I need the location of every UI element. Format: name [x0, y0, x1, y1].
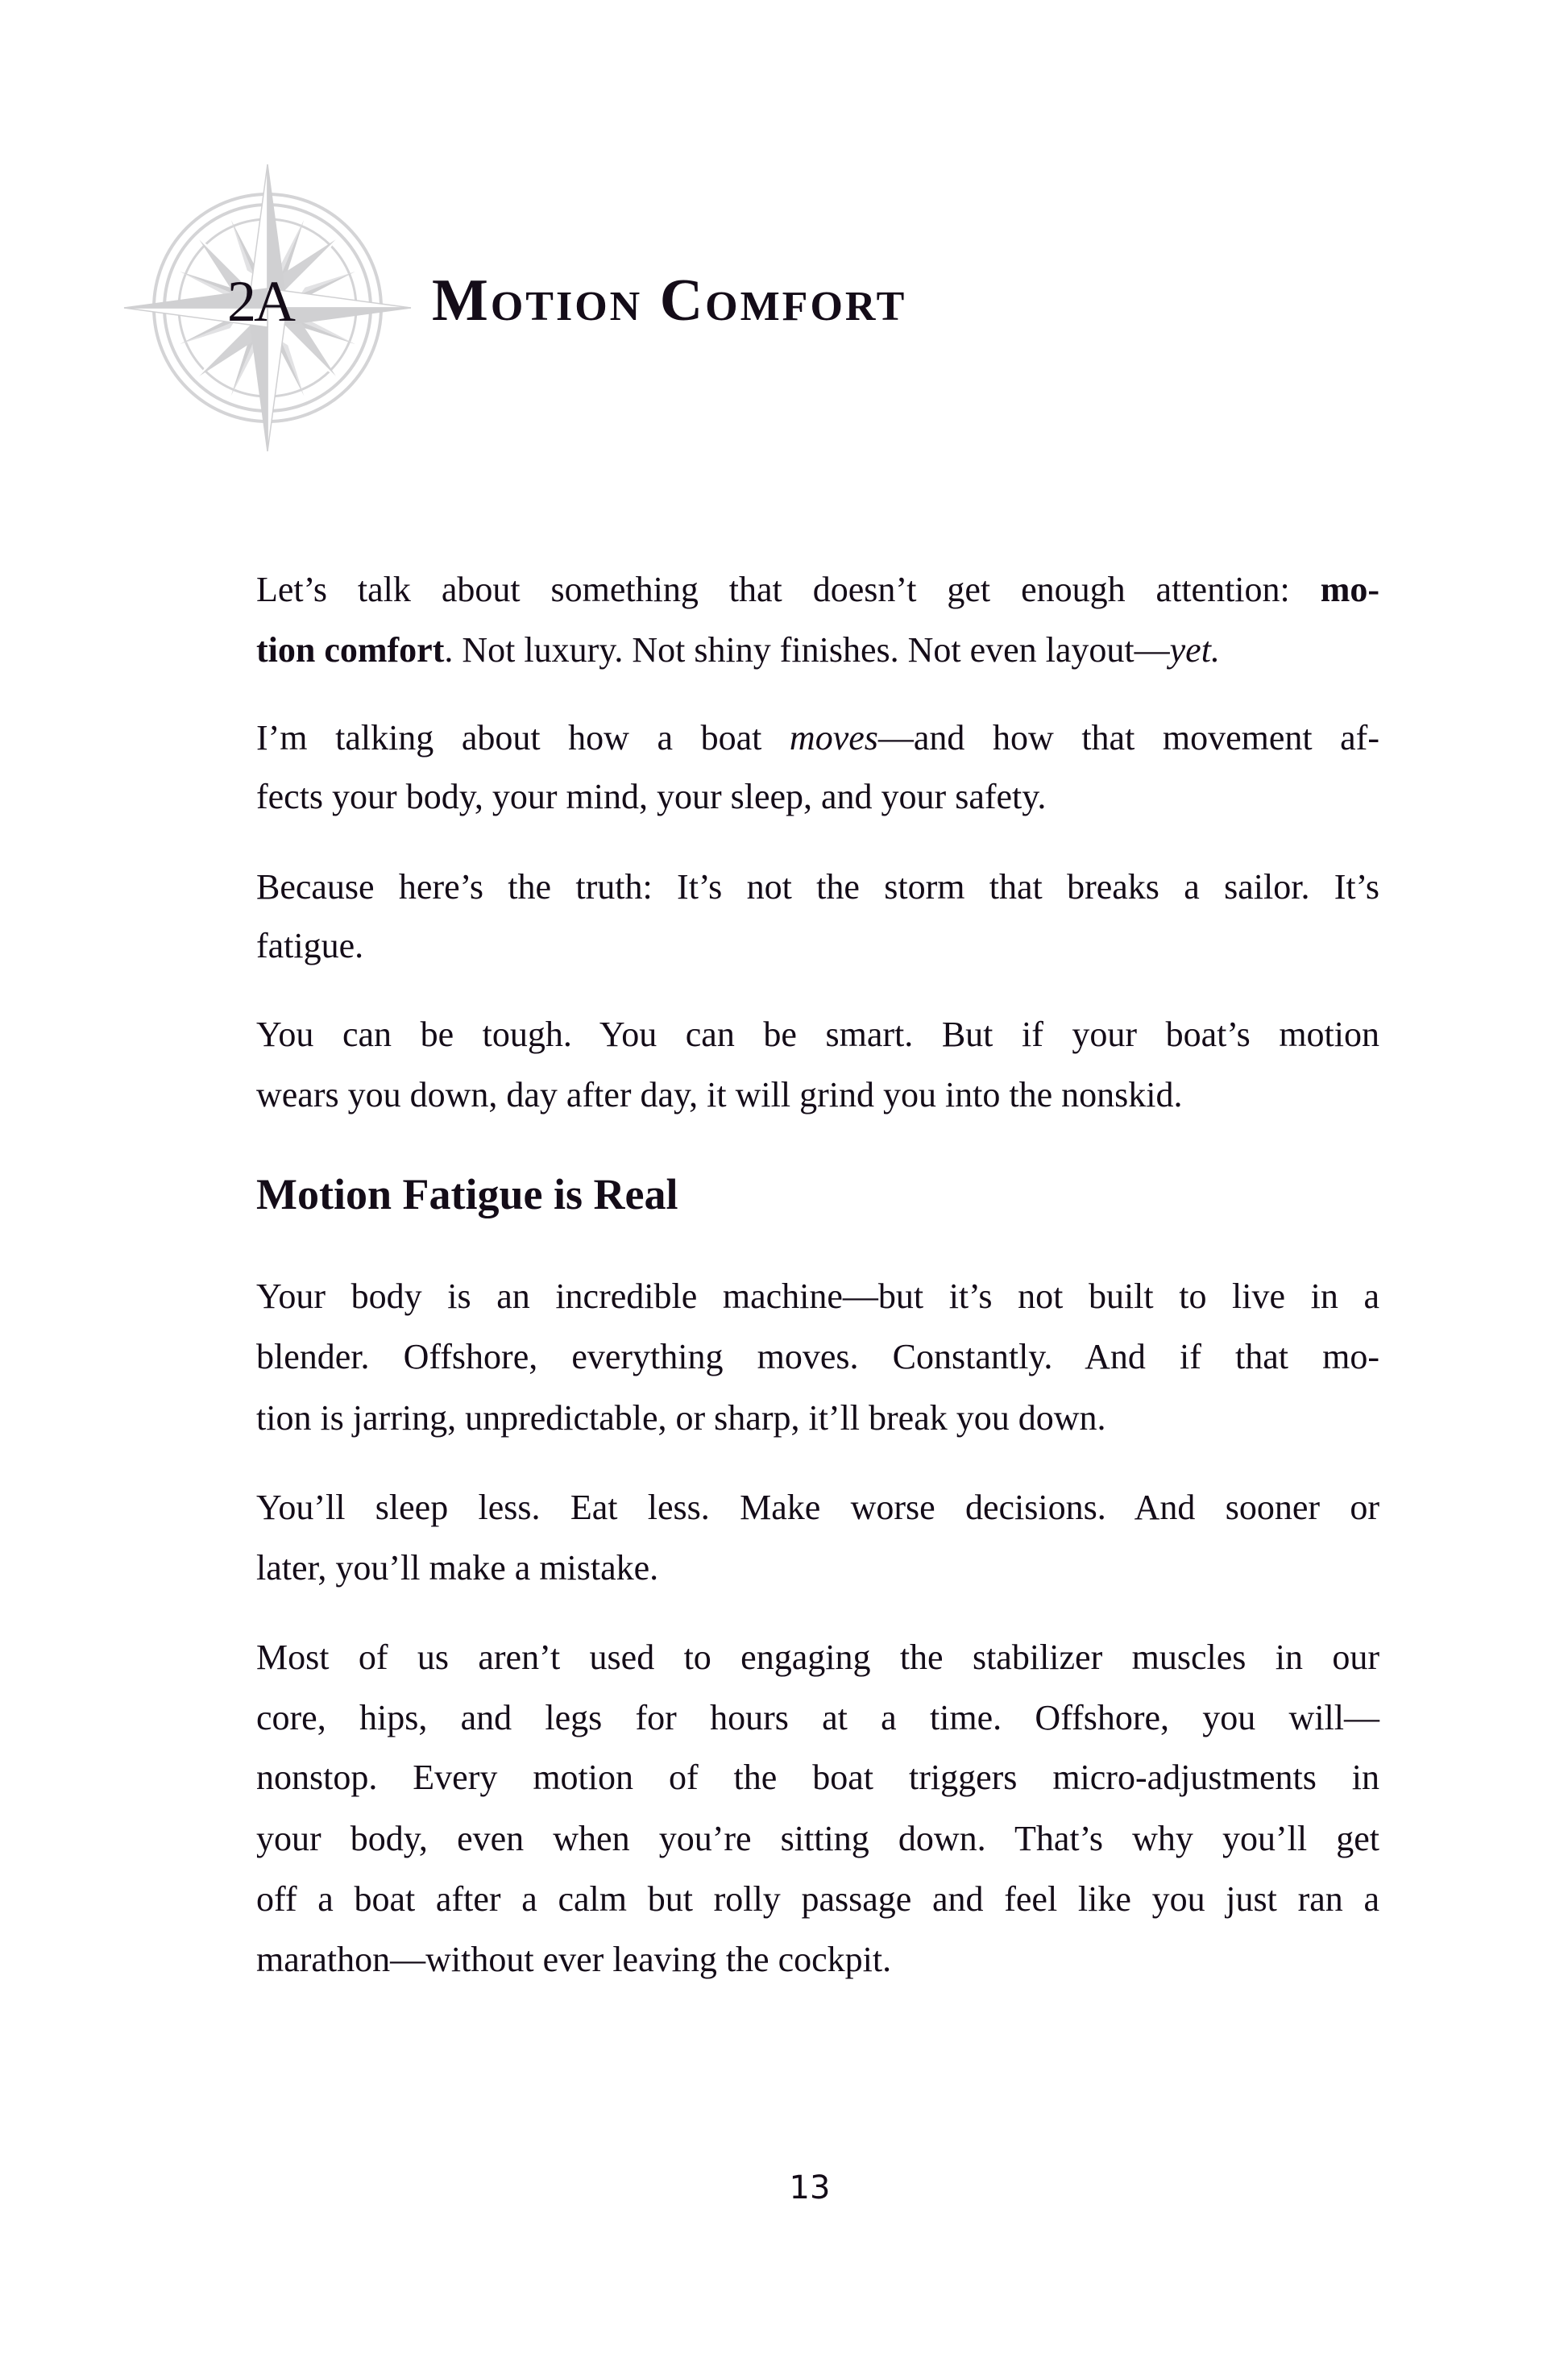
text-run: . Not luxury. Not shiny finishes. Not even layout— [444, 630, 1170, 670]
page-number: 13 [789, 2169, 831, 2206]
text-line [256, 1071, 1379, 1119]
text-run: Your body is an incredible machine—but it’s not built to live in a [256, 1276, 1379, 1316]
text-line [256, 1011, 1379, 1059]
text-line [256, 773, 1379, 821]
chapter-number: 2A [227, 269, 293, 334]
text-run: nonstop. Every motion of the boat triggers micro-adjustments in [256, 1758, 1379, 1797]
text-line [256, 1936, 1379, 1984]
text-run: later, you’ll make a mistake. [256, 1548, 659, 1588]
text-run: tion is jarring, unpredictable, or sharp, it’ll break you down. [256, 1398, 1106, 1438]
text-line [256, 626, 1379, 675]
text-line [256, 1633, 1379, 1682]
text-run: marathon—without ever leaving the cockpit. [256, 1940, 892, 1979]
text-line [256, 1815, 1379, 1863]
text-run: core, hips, and legs for hours at a time. Offshore, you will— [256, 1698, 1379, 1737]
text-run: You can be tough. You can be smart. But if your boat’s motion [256, 1015, 1379, 1054]
text-line [256, 1272, 1379, 1321]
text-run: blender. Offshore, everything moves. Constantly. And if that mo- [256, 1337, 1379, 1376]
text-line [256, 863, 1379, 911]
text-line [256, 566, 1379, 614]
chapter-title: Motion Comfort [432, 268, 907, 334]
text-run: Let’s talk about something that doesn’t get enough attention: [256, 570, 1321, 609]
text-line [256, 1333, 1379, 1381]
text-run: Most of us aren’t used to engaging the stabilizer muscles in our [256, 1638, 1379, 1677]
text-line [256, 922, 1379, 970]
text-run: fatigue. [256, 926, 364, 965]
text-run: I’m talking about how a boat [256, 718, 790, 758]
text-line [256, 1544, 1379, 1592]
bold-text: mo- [1320, 570, 1379, 609]
text-run: fects your body, your mind, your sleep, and your safety. [256, 777, 1047, 816]
bold-text: tion comfort [256, 630, 445, 670]
text-run: your body, even when you’re sitting down. That’s why you’ll get [256, 1819, 1379, 1858]
text-run: —and how that movement af- [877, 718, 1379, 758]
text-run: Because here’s the truth: It’s not the storm that breaks a sailor. It’s [256, 867, 1379, 907]
italic-text: yet. [1169, 630, 1220, 670]
text-line [256, 714, 1379, 762]
text-line [256, 1484, 1379, 1532]
text-line [256, 1754, 1379, 1802]
text-run: off a boat after a calm but rolly passage and feel like you just ran a [256, 1879, 1379, 1919]
section-heading: Motion Fatigue is Real [256, 1170, 678, 1218]
text-run: You’ll sleep less. Eat less. Make worse decisions. And sooner or [256, 1488, 1379, 1527]
italic-text: moves [789, 718, 878, 758]
text-line [256, 1694, 1379, 1742]
text-line [256, 1875, 1379, 1924]
text-run: wears you down, day after day, it will grind you into the nonskid. [256, 1075, 1183, 1115]
text-line [256, 1394, 1379, 1442]
